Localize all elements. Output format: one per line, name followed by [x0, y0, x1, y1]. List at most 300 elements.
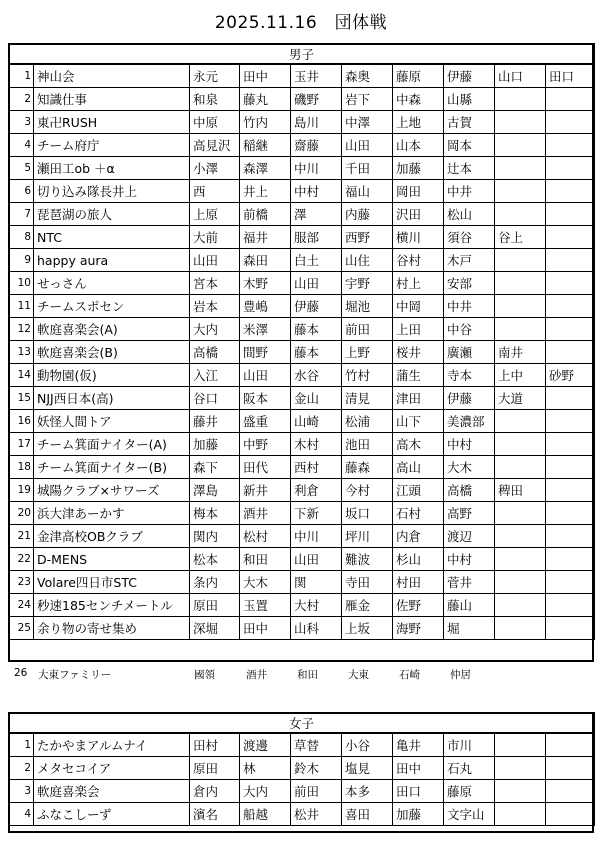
member-cell: 上原 [190, 203, 240, 226]
member-cell: 坪川 [342, 525, 393, 548]
member-cell: 大木 [444, 456, 495, 479]
member-cell: 和田 [240, 548, 291, 571]
member-cell: 山田 [342, 134, 393, 157]
member-cell: 白土 [291, 249, 342, 272]
member-cell: 上中 [495, 364, 546, 387]
member-cell: 草替 [291, 733, 342, 757]
member-cell [546, 249, 595, 272]
member-cell [495, 548, 546, 571]
team-number: 6 [9, 180, 34, 203]
team-name: チーム箕面ナイター(B) [34, 456, 190, 479]
member-cell [546, 548, 595, 571]
member-cell [546, 157, 595, 180]
team-row [9, 295, 595, 318]
member-cell: 豊嶋 [240, 295, 291, 318]
team-name: happy aura [34, 249, 190, 272]
member-cell: 岡本 [444, 134, 495, 157]
member-cell: 原田 [190, 594, 240, 617]
member-cell: 田中 [240, 64, 291, 88]
team-number: 1 [9, 733, 34, 757]
team-name: 軟庭喜楽会(B) [34, 341, 190, 364]
member-cell: 本多 [342, 780, 393, 803]
team-row [9, 203, 595, 226]
member-cell: 高見沢 [190, 134, 240, 157]
member-cell: 山口 [495, 64, 546, 88]
member-cell [495, 456, 546, 479]
member-cell: 藤本 [291, 318, 342, 341]
team-number: 13 [9, 341, 34, 364]
member-cell: 間野 [240, 341, 291, 364]
team-name: 金津高校OBクラブ [34, 525, 190, 548]
member-cell: 中村 [444, 548, 495, 571]
team-row [9, 803, 595, 826]
team-name: チームスポセン [34, 295, 190, 318]
member-cell [546, 502, 595, 525]
member-cell: 稗田 [495, 479, 546, 502]
member-cell: 田口 [393, 780, 444, 803]
member-cell: 島川 [291, 111, 342, 134]
member-cell: 内倉 [393, 525, 444, 548]
team-number: 17 [9, 433, 34, 456]
member-cell: 齋藤 [291, 134, 342, 157]
member-cell [495, 780, 546, 803]
member-cell [546, 617, 595, 640]
member-cell: 山田 [291, 548, 342, 571]
member-cell [495, 295, 546, 318]
member-cell: 加藤 [190, 433, 240, 456]
team-number: 23 [9, 571, 34, 594]
member-cell: 前橋 [240, 203, 291, 226]
team-row [9, 64, 595, 88]
member-cell: 寺本 [444, 364, 495, 387]
member-cell: 関内 [190, 525, 240, 548]
member-cell [546, 318, 595, 341]
team-name: 瀬田工ob ＋α [34, 157, 190, 180]
member-cell: 美濃部 [444, 410, 495, 433]
member-cell: 藤原 [393, 64, 444, 88]
member-cell: 松井 [291, 803, 342, 826]
extra-row-number: 26 [14, 667, 28, 679]
member-cell [546, 341, 595, 364]
member-cell [495, 272, 546, 295]
team-row [9, 272, 595, 295]
member-cell: 沢田 [393, 203, 444, 226]
member-cell [495, 88, 546, 111]
member-cell: 廣瀬 [444, 341, 495, 364]
member-cell: 中村 [291, 180, 342, 203]
member-cell [495, 203, 546, 226]
member-cell: 佐野 [393, 594, 444, 617]
women-section-header: 女子 [9, 713, 595, 734]
member-cell: 藤原 [444, 780, 495, 803]
member-cell: 水谷 [291, 364, 342, 387]
team-number: 24 [9, 594, 34, 617]
member-cell: 山田 [190, 249, 240, 272]
member-cell: 井上 [240, 180, 291, 203]
extra-row-member: 酒井 [246, 669, 267, 681]
member-cell: 藤丸 [240, 88, 291, 111]
team-row [9, 594, 595, 617]
member-cell: 澤島 [190, 479, 240, 502]
member-cell: 林 [240, 757, 291, 780]
member-cell: 森田 [240, 249, 291, 272]
member-cell: 谷村 [393, 249, 444, 272]
team-row [9, 157, 595, 180]
member-cell [546, 733, 595, 757]
member-cell: 石丸 [444, 757, 495, 780]
member-cell [546, 111, 595, 134]
team-name: 切り込み隊長井上 [34, 180, 190, 203]
team-name: NJJ西日本(高) [34, 387, 190, 410]
team-name: 軟庭喜楽会 [34, 780, 190, 803]
member-cell: 木野 [240, 272, 291, 295]
team-row [9, 111, 595, 134]
member-cell: 辻本 [444, 157, 495, 180]
member-cell: 上地 [393, 111, 444, 134]
team-number: 3 [9, 111, 34, 134]
member-cell: 森下 [190, 456, 240, 479]
member-cell [546, 180, 595, 203]
member-cell: 池田 [342, 433, 393, 456]
member-cell: 蒲生 [393, 364, 444, 387]
member-cell [495, 733, 546, 757]
men-extra-row [8, 666, 594, 682]
member-cell: 文字山 [444, 803, 495, 826]
member-cell: 南井 [495, 341, 546, 364]
member-cell [546, 272, 595, 295]
member-cell [495, 803, 546, 826]
member-cell: 高橋 [190, 341, 240, 364]
member-cell: 難波 [342, 548, 393, 571]
team-number: 5 [9, 157, 34, 180]
member-cell: 澤 [291, 203, 342, 226]
member-cell [495, 410, 546, 433]
member-cell: 桜井 [393, 341, 444, 364]
member-cell: 高木 [393, 433, 444, 456]
team-row [9, 571, 595, 594]
member-cell: 木村 [291, 433, 342, 456]
team-name: 動物園(仮) [34, 364, 190, 387]
member-cell: 高山 [393, 456, 444, 479]
team-name: 秒速185センチメートル [34, 594, 190, 617]
women-team-table [8, 712, 595, 826]
team-row [9, 341, 595, 364]
member-cell: 田代 [240, 456, 291, 479]
member-cell: 磯野 [291, 88, 342, 111]
member-cell: 岡田 [393, 180, 444, 203]
team-name: チーム箕面ナイター(A) [34, 433, 190, 456]
member-cell: 関 [291, 571, 342, 594]
team-row [9, 387, 595, 410]
member-cell: 山崎 [291, 410, 342, 433]
member-cell: 堀池 [342, 295, 393, 318]
member-cell: 上坂 [342, 617, 393, 640]
member-cell: 金山 [291, 387, 342, 410]
team-name: たかやまアルムナイ [34, 733, 190, 757]
member-cell: 西村 [291, 456, 342, 479]
member-cell: 津田 [393, 387, 444, 410]
member-cell: 梅本 [190, 502, 240, 525]
member-cell: 加藤 [393, 803, 444, 826]
team-row [9, 502, 595, 525]
member-cell: 石村 [393, 502, 444, 525]
member-cell: 船越 [240, 803, 291, 826]
member-cell: 山本 [393, 134, 444, 157]
team-number: 25 [9, 617, 34, 640]
member-cell: 渡邊 [240, 733, 291, 757]
member-cell: 高橋 [444, 479, 495, 502]
member-cell: 古賀 [444, 111, 495, 134]
member-cell [546, 134, 595, 157]
member-cell: 田中 [240, 617, 291, 640]
team-name: D-MENS [34, 548, 190, 571]
member-cell [495, 502, 546, 525]
member-cell [546, 433, 595, 456]
member-cell: 鈴木 [291, 757, 342, 780]
member-cell: 中原 [190, 111, 240, 134]
member-cell: 伊藤 [444, 387, 495, 410]
member-cell: 竹内 [240, 111, 291, 134]
member-cell: 藤山 [444, 594, 495, 617]
team-row [9, 410, 595, 433]
member-cell: 森澤 [240, 157, 291, 180]
member-cell: 小澤 [190, 157, 240, 180]
team-name: 余り物の寄せ集め [34, 617, 190, 640]
team-row [9, 249, 595, 272]
team-row [9, 757, 595, 780]
team-number: 8 [9, 226, 34, 249]
member-cell: 山住 [342, 249, 393, 272]
member-cell [495, 617, 546, 640]
team-number: 10 [9, 272, 34, 295]
extra-row-member: 仲居 [450, 669, 471, 681]
member-cell: 村上 [393, 272, 444, 295]
member-cell: 大道 [495, 387, 546, 410]
member-cell [495, 757, 546, 780]
member-cell [546, 594, 595, 617]
member-cell [546, 410, 595, 433]
team-row [9, 134, 595, 157]
member-cell: 田中 [393, 757, 444, 780]
member-cell: 中岡 [393, 295, 444, 318]
men-section-header: 男子 [9, 44, 595, 65]
men-team-table [8, 43, 595, 640]
team-number: 20 [9, 502, 34, 525]
member-cell: 田村 [190, 733, 240, 757]
member-cell: 中村 [444, 433, 495, 456]
member-cell: 亀井 [393, 733, 444, 757]
team-name: NTC [34, 226, 190, 249]
team-number: 22 [9, 548, 34, 571]
member-cell: 岩本 [190, 295, 240, 318]
member-cell [546, 387, 595, 410]
team-row [9, 364, 595, 387]
team-name: ふなこしーず [34, 803, 190, 826]
member-cell [495, 433, 546, 456]
team-number: 7 [9, 203, 34, 226]
member-cell [546, 757, 595, 780]
member-cell: 渡辺 [444, 525, 495, 548]
member-cell: 条内 [190, 571, 240, 594]
member-cell: 中澤 [342, 111, 393, 134]
member-cell [546, 571, 595, 594]
team-name: 妖怪人間トア [34, 410, 190, 433]
member-cell: 米澤 [240, 318, 291, 341]
member-cell: 今村 [342, 479, 393, 502]
member-cell: 西 [190, 180, 240, 203]
team-row [9, 525, 595, 548]
member-cell: 菅井 [444, 571, 495, 594]
team-number: 15 [9, 387, 34, 410]
member-cell: 松本 [190, 548, 240, 571]
member-cell [495, 525, 546, 548]
member-cell: 新井 [240, 479, 291, 502]
member-cell: 中川 [291, 157, 342, 180]
member-cell: 田口 [546, 64, 595, 88]
team-row [9, 433, 595, 456]
member-cell [495, 318, 546, 341]
extra-row-member: 國領 [194, 669, 215, 681]
team-row [9, 456, 595, 479]
member-cell: 竹村 [342, 364, 393, 387]
member-cell: 阪本 [240, 387, 291, 410]
team-name: Volare四日市STC [34, 571, 190, 594]
member-cell: 上野 [342, 341, 393, 364]
team-number: 18 [9, 456, 34, 479]
team-row [9, 318, 595, 341]
member-cell: 濱名 [190, 803, 240, 826]
member-cell: 大前 [190, 226, 240, 249]
team-number: 21 [9, 525, 34, 548]
member-cell [546, 295, 595, 318]
team-number: 2 [9, 88, 34, 111]
team-name: メタセコイア [34, 757, 190, 780]
member-cell: 海野 [393, 617, 444, 640]
member-cell: 喜田 [342, 803, 393, 826]
member-cell [546, 226, 595, 249]
page-title: 2025.11.16 団体戦 [214, 13, 388, 33]
team-number: 12 [9, 318, 34, 341]
member-cell: 深堀 [190, 617, 240, 640]
member-cell: 松山 [444, 203, 495, 226]
member-cell [495, 134, 546, 157]
member-cell: 中川 [291, 525, 342, 548]
team-name: 東卍RUSH [34, 111, 190, 134]
team-name: 神山会 [34, 64, 190, 88]
member-cell: 西野 [342, 226, 393, 249]
member-cell: 宇野 [342, 272, 393, 295]
member-cell: 山下 [393, 410, 444, 433]
member-cell: 松浦 [342, 410, 393, 433]
team-row [9, 780, 595, 803]
team-row [9, 88, 595, 111]
team-row [9, 479, 595, 502]
member-cell: 清見 [342, 387, 393, 410]
member-cell [495, 571, 546, 594]
member-cell: 安部 [444, 272, 495, 295]
member-cell: 大内 [240, 780, 291, 803]
extra-row-team: 大東ファミリー [38, 669, 112, 681]
team-number: 4 [9, 134, 34, 157]
member-cell: 松村 [240, 525, 291, 548]
member-cell: 服部 [291, 226, 342, 249]
member-cell: 山科 [291, 617, 342, 640]
member-cell: 村田 [393, 571, 444, 594]
member-cell: 市川 [444, 733, 495, 757]
member-cell: 玉置 [240, 594, 291, 617]
member-cell: 下新 [291, 502, 342, 525]
team-number: 4 [9, 803, 34, 826]
team-name: 軟庭喜楽会(A) [34, 318, 190, 341]
member-cell: 前田 [291, 780, 342, 803]
member-cell [546, 456, 595, 479]
member-cell: 横川 [393, 226, 444, 249]
team-name: 浜大津あーかす [34, 502, 190, 525]
member-cell: 利倉 [291, 479, 342, 502]
member-cell: 中谷 [444, 318, 495, 341]
member-cell: 上田 [393, 318, 444, 341]
team-number: 3 [9, 780, 34, 803]
member-cell [495, 594, 546, 617]
member-cell: 小谷 [342, 733, 393, 757]
member-cell: 前田 [342, 318, 393, 341]
member-cell: 宮本 [190, 272, 240, 295]
member-cell: 大内 [190, 318, 240, 341]
team-name: 城陽クラブ×サワーズ [34, 479, 190, 502]
member-cell: 森奥 [342, 64, 393, 88]
member-cell: 中井 [444, 180, 495, 203]
extra-row-member: 大東 [348, 669, 369, 681]
team-name: チーム府庁 [34, 134, 190, 157]
member-cell: 山田 [240, 364, 291, 387]
member-cell: 福井 [240, 226, 291, 249]
member-cell: 酒井 [240, 502, 291, 525]
team-number: 16 [9, 410, 34, 433]
team-number: 14 [9, 364, 34, 387]
team-name: せっさん [34, 272, 190, 295]
women-header-row [9, 713, 595, 734]
member-cell: 山縣 [444, 88, 495, 111]
member-cell: 玉井 [291, 64, 342, 88]
member-cell: 伊藤 [291, 295, 342, 318]
member-cell: 江頭 [393, 479, 444, 502]
team-number: 19 [9, 479, 34, 502]
member-cell: 入江 [190, 364, 240, 387]
member-cell: 砂野 [546, 364, 595, 387]
team-row [9, 548, 595, 571]
member-cell: 塩見 [342, 757, 393, 780]
member-cell: 岩下 [342, 88, 393, 111]
member-cell [546, 479, 595, 502]
member-cell: 内藤 [342, 203, 393, 226]
member-cell: 原田 [190, 757, 240, 780]
member-cell: 藤本 [291, 341, 342, 364]
team-name: 知識仕事 [34, 88, 190, 111]
team-number: 9 [9, 249, 34, 272]
team-row [9, 180, 595, 203]
member-cell [495, 157, 546, 180]
extra-row-member: 和田 [297, 669, 318, 681]
member-cell [495, 111, 546, 134]
team-row [9, 733, 595, 757]
member-cell: 雁金 [342, 594, 393, 617]
member-cell [495, 249, 546, 272]
member-cell: 大村 [291, 594, 342, 617]
member-cell: 中森 [393, 88, 444, 111]
member-cell: 山田 [291, 272, 342, 295]
team-number: 1 [9, 64, 34, 88]
member-cell: 高野 [444, 502, 495, 525]
